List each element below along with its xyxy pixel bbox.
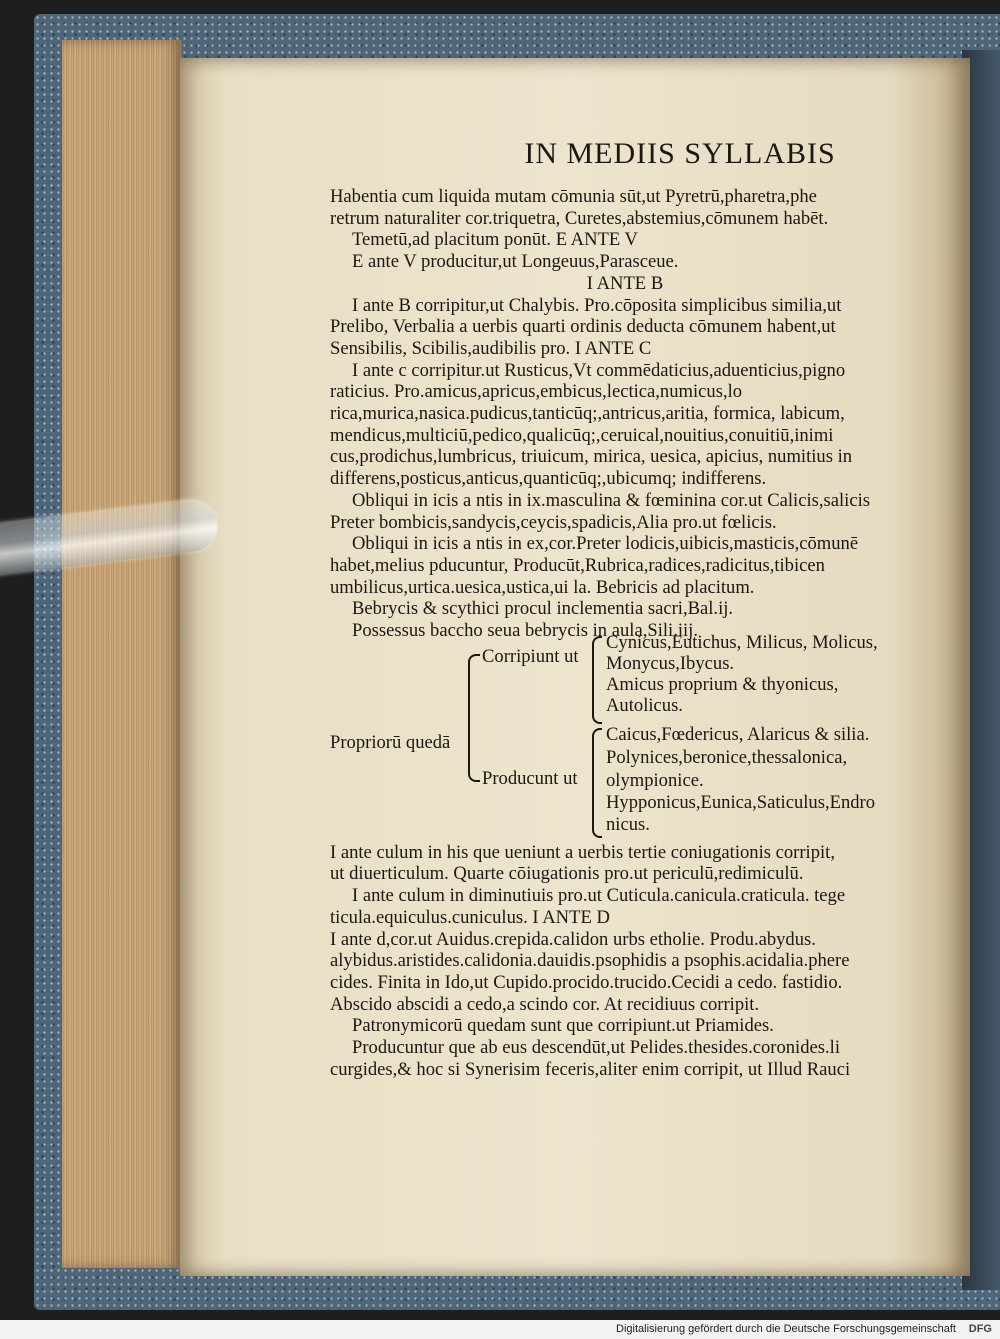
- section-heading: I ANTE B: [586, 272, 664, 294]
- text-line: I ante c corripitur.ut Rusticus,Vt commēdaticius,aduenticius,pigno: [352, 359, 846, 381]
- table-left-label: Propriorū quedā: [330, 731, 451, 753]
- table-item: Autolicus.: [606, 694, 683, 716]
- outer-brace: [468, 654, 480, 782]
- text-line: umbilicus,urtica.uesica,ustica,ui la. Bebricis ad placitum.: [330, 576, 755, 598]
- table-item: Caicus,Fœdericus, Alaricus & silia.: [606, 723, 870, 745]
- text-line: Preter bombicis,sandycis,ceycis,spadicis,Alia pro.ut fœlicis.: [330, 511, 777, 533]
- text-line: ut diuerticulum. Quarte cōiugationis pro.ut periculū,redimiculū.: [330, 863, 804, 885]
- text-line: ticula.equiculus.cuniculus. I ANTE D: [330, 906, 610, 928]
- text-line: Possessus baccho seua bebrycis in aula,Sili.iij.: [352, 620, 698, 642]
- corripiunt-brace: [592, 636, 602, 724]
- text-line: habet,melius pducuntur, Producūt,Rubrica,radices,radicitus,tibicen: [330, 554, 825, 576]
- text-line: raticius. Pro.amicus,apricus,embicus,lectica,numicus,lo: [330, 381, 743, 403]
- text-line: Obliqui in icis a ntis in ex,cor.Preter lodicis,uibicis,masticis,cōmunē: [352, 533, 859, 555]
- table-item: Amicus proprium & thyonicus,: [606, 673, 839, 695]
- text-line: Prelibo, Verbalia a uerbis quarti ordinis deducta cōmunem habent,ut: [330, 316, 836, 338]
- text-line: Sensibilis, Scibilis,audibilis pro. I ANTE C: [330, 337, 652, 359]
- table-item: Polynices,beronice,thessalonica,: [606, 746, 848, 768]
- text-line: cides. Finita in Ido,ut Cupido.procido.trucido.Cecidi a cedo. fastidio.: [330, 971, 843, 993]
- table-item: nicus.: [606, 813, 650, 835]
- text-line: alybidus.aristides.calidonia.dauidis.psophidis a psophis.acidalia.phere: [330, 950, 850, 972]
- text-line: Patronymicorū quedam sunt que corripiunt.ut Priamides.: [352, 1015, 774, 1037]
- text-line: E ante V producitur,ut Longeuus,Parasceue.: [352, 251, 679, 273]
- text-line: retrum naturaliter cor.triquetra, Curetes,abstemius,cōmunem habēt.: [330, 207, 829, 229]
- table-item: Hypponicus,Eunica,Saticulus,Endro: [606, 791, 876, 813]
- text-line: Temetū,ad placitum ponūt. E ANTE V: [352, 229, 638, 251]
- producunt-brace: [592, 728, 602, 838]
- page-heading: IN MEDIIS SYLLABIS: [524, 137, 836, 170]
- text-line: curgides,& hoc si Synerisim feceris,aliter enim corripit, ut Illud Rauci: [330, 1058, 851, 1080]
- digitization-footer: [0, 1320, 1000, 1339]
- dfg-logo: DFG: [968, 1323, 992, 1335]
- text-line: I ante B corripitur,ut Chalybis. Pro.cōposita simplicibus similia,ut: [352, 294, 842, 316]
- table-item: Monycus,Ibycus.: [606, 652, 735, 674]
- table-producunt-label: Producunt ut: [482, 767, 578, 789]
- text-line: I ante culum in his que ueniunt a uerbis tertie coniugationis corripit,: [330, 841, 836, 863]
- text-line: Producuntur que ab eus descendūt,ut Pelides.thesides.coronides.li: [352, 1037, 840, 1059]
- table-item: Cynicus,Eutichus, Milicus, Molicus,: [606, 631, 878, 653]
- footer-credit: Digitalisierung gefördert durch die Deutsche Forschungsgemeinschaft: [616, 1323, 956, 1335]
- text-line: mendicus,multiciū,pedico,qualicūq;,ceruical,nouitius,conuitiū,inimi: [330, 424, 834, 446]
- table-item: olympionice.: [606, 769, 704, 791]
- text-line: I ante culum in diminutiuis pro.ut Cuticula.canicula.craticula. tege: [352, 885, 846, 907]
- table-corripiunt-label: Corripiunt ut: [482, 645, 579, 667]
- page-fore-edge: [62, 40, 182, 1268]
- text-line: differens,posticus,anticus,quanticūq;,ubicumq; indifferens.: [330, 468, 767, 490]
- text-line: Bebrycis & scythici procul inclementia sacri,Bal.ij.: [352, 598, 734, 620]
- text-line: Abscido abscidi a cedo,a scindo cor. At recidiuus corripit.: [330, 993, 760, 1015]
- text-line: rica,murica,nasica.pudicus,tanticūq;,antricus,aritia, formica, labicum,: [330, 403, 845, 425]
- page-text: [330, 136, 920, 1081]
- text-line: cus,prodichus,lumbricus, triuicum, mirica, uesica, apicius, numitius in: [330, 446, 853, 468]
- text-line: Obliqui in icis a ntis in ix.masculina & fœminina cor.ut Calicis,salicis: [352, 489, 870, 511]
- text-line: I ante d,cor.ut Auidus.crepida.calidon urbs etholie. Produ.abydus.: [330, 928, 816, 950]
- text-line: Habentia cum liquida mutam cōmunia sūt,ut Pyretrū,pharetra,phe: [330, 186, 817, 207]
